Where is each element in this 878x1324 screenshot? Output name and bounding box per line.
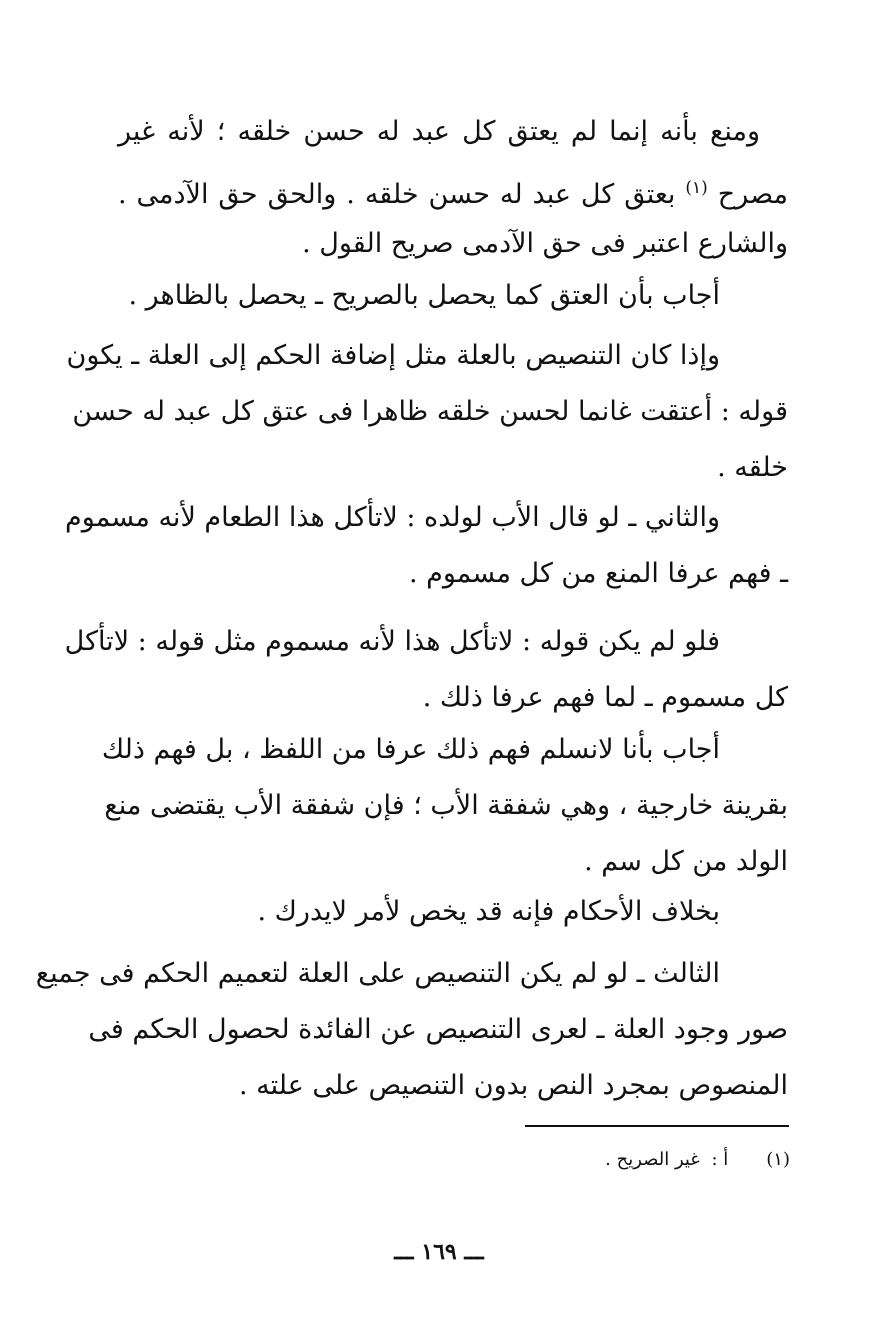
text-line: بقرينة خارجية ، وهي شفقة الأب ؛ فإن شفقة الأب يقتضى منع [104, 790, 788, 821]
paragraph-6 [101, 722, 788, 890]
paragraph-2 [118, 268, 788, 324]
footnote-label: أ : [711, 1149, 729, 1170]
footnote-divider [525, 1125, 789, 1127]
paragraph-5 [64, 614, 788, 726]
text-line: ـ فهم عرفا المنع من كل مسموم . [408, 558, 788, 589]
text-line [118, 160, 788, 216]
text-line: كل مسموم ـ لما فهم عرفا ذلك . [422, 682, 788, 713]
text-line: والشارع اعتبر فى حق الآدمى صريح القول . [302, 228, 788, 259]
paragraph-4 [65, 490, 788, 602]
footnote-marker[interactable]: (١) [685, 178, 708, 198]
text-line: المنصوص بمجرد النص بدون التنصيص على علته . [238, 1070, 788, 1101]
page-number: ـــ ١٦٩ ـــ [394, 1239, 484, 1265]
footnote-text: غير الصريح . [605, 1149, 700, 1170]
footnote-number: (١) [766, 1149, 790, 1170]
text-line: بخلاف الأحكام فإنه قد يخص لأمر لايدرك . [257, 896, 720, 927]
paragraph-3 [66, 328, 788, 496]
line-segment: بعتق كل عبد له حسن خلقه . والحق حق الآدمى . [118, 179, 676, 210]
text-line: صور وجود العلة ـ لعرى التنصيص عن الفائدة لحصول الحكم فى [88, 1014, 788, 1045]
paragraph-1 [118, 104, 788, 272]
text-line: وإذا كان التنصيص بالعلة مثل إضافة الحكم إلى العلة ـ يكون [66, 340, 720, 371]
text-line: فلو لم يكن قوله : لاتأكل هذا لأنه مسموم مثل قوله : لاتأكل [64, 626, 720, 657]
text-line: قوله : أعتقت غانما لحسن خلقه ظاهرا فى عتق كل عبد له حسن [72, 396, 788, 427]
text-line: والثاني ـ لو قال الأب لولده : لاتأكل هذا الطعام لأنه مسموم [65, 502, 720, 533]
text-line: أجاب بأنا لانسلم فهم ذلك عرفا من اللفظ ، بل فهم ذلك [101, 734, 720, 765]
paragraph-7 [118, 884, 788, 940]
line-segment: مصرح [717, 179, 788, 210]
footnote [460, 1140, 790, 1180]
text-line: الولد من كل سم . [584, 846, 788, 877]
text-line: أجاب بأن العتق كما يحصل بالصريح ـ يحصل بالظاهر . [128, 280, 720, 311]
text-line: الثالث ـ لو لم يكن التنصيص على العلة لتعميم الحكم فى جميع [35, 958, 720, 989]
paragraph-8 [35, 946, 788, 1114]
text-line: خلقه . [717, 452, 788, 483]
text-line: ومنع بأنه إنما لم يعتق كل عبد له حسن خلقه ؛ لأنه غير [118, 116, 760, 147]
